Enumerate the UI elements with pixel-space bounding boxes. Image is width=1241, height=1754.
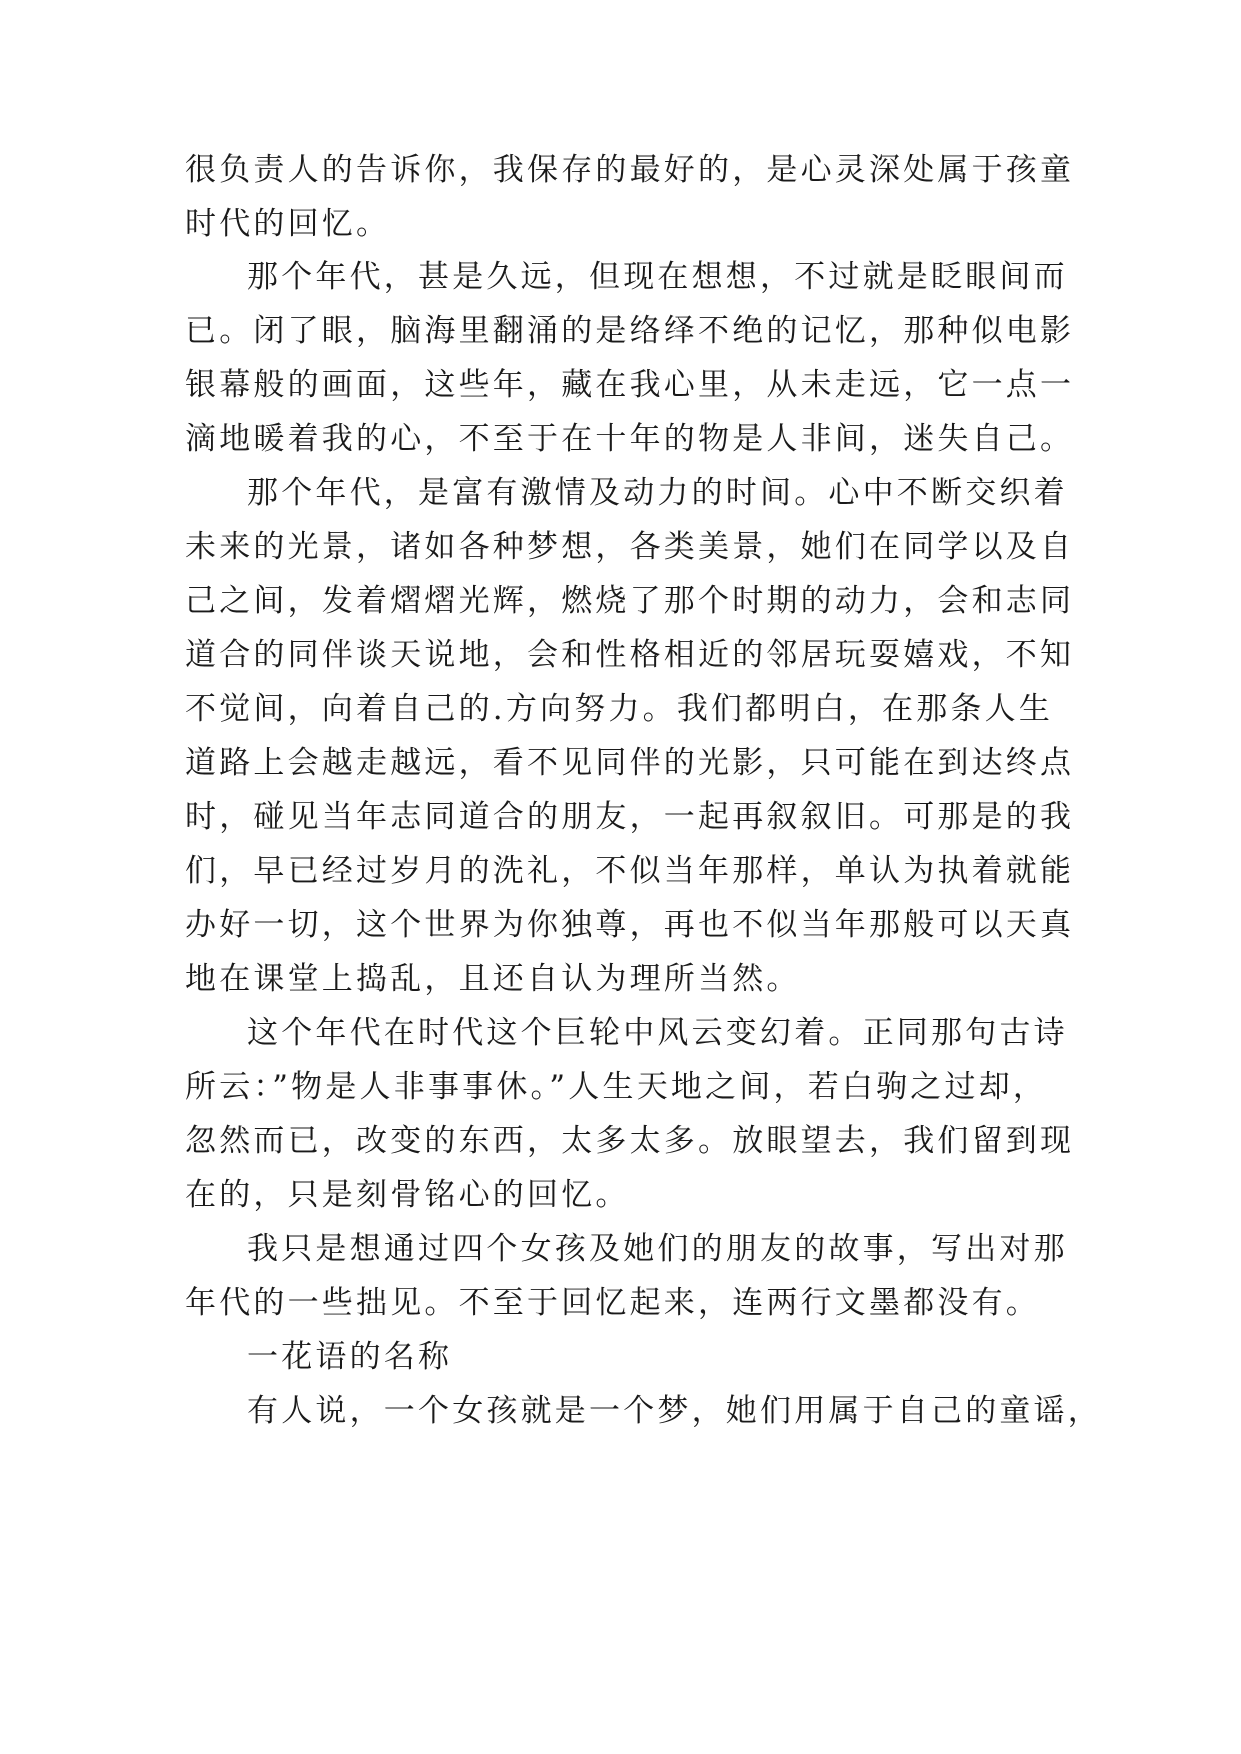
section-heading: 一花语的名称 [247,1339,453,1375]
paragraph-first-line: 有人说，一个女孩就是一个梦，她们用属于自己的童谣， [247,1393,1102,1429]
text-line: 未来的光景，诸如各种梦想，各类美景，她们在同学以及自 [185,529,1075,565]
text-line: 很负责人的告诉你，我保存的最好的，是心灵深处属于孩童 [185,152,1075,188]
paragraph-first-line: 这个年代在时代这个巨轮中风云变幻着。正同那句古诗 [247,1015,1068,1051]
paragraph-first-line: 那个年代，甚是久远，但现在想想，不过就是眨眼间而 [247,259,1068,295]
text-line: 所云：”物是人非事事休。”人生天地之间，若白驹之过却， [185,1069,1048,1105]
text-line: 道路上会越走越远，看不见同伴的光影，只可能在到达终点 [185,745,1075,781]
text-line: 们，早已经过岁月的洗礼，不似当年那样，单认为执着就能 [185,853,1075,889]
text-line: 忽然而已，改变的东西，太多太多。放眼望去，我们留到现 [185,1123,1075,1159]
text-line: 时代的回忆。 [185,206,391,242]
text-line: 滴地暖着我的心，不至于在十年的物是人非间，迷失自己。 [185,421,1075,457]
text-line: 办好一切，这个世界为你独尊，再也不似当年那般可以天真 [185,907,1075,943]
paragraph-first-line: 那个年代，是富有激情及动力的时间。心中不断交织着 [247,475,1068,511]
text-line: 不觉间，向着自己的.方向努力。我们都明白，在那条人生 [185,691,1054,727]
text-line: 年代的一些拙见。不至于回忆起来，连两行文墨都没有。 [185,1285,1040,1321]
paragraph-first-line: 我只是想通过四个女孩及她们的朋友的故事，写出对那 [247,1231,1068,1267]
text-line: 时，碰见当年志同道合的朋友，一起再叙叙旧。可那是的我 [185,799,1075,835]
text-line: 在的，只是刻骨铭心的回忆。 [185,1177,630,1213]
text-line: 道合的同伴谈天说地，会和性格相近的邻居玩耍嬉戏，不知 [185,637,1075,673]
text-line: 银幕般的画面，这些年，藏在我心里，从未走远，它一点一 [185,367,1075,403]
text-line: 地在课堂上捣乱，且还自认为理所当然。 [185,961,801,997]
text-line: 己之间，发着熠熠光辉，燃烧了那个时期的动力，会和志同 [185,583,1075,619]
text-line: 已。闭了眼，脑海里翻涌的是络绎不绝的记忆，那种似电影 [185,313,1075,349]
